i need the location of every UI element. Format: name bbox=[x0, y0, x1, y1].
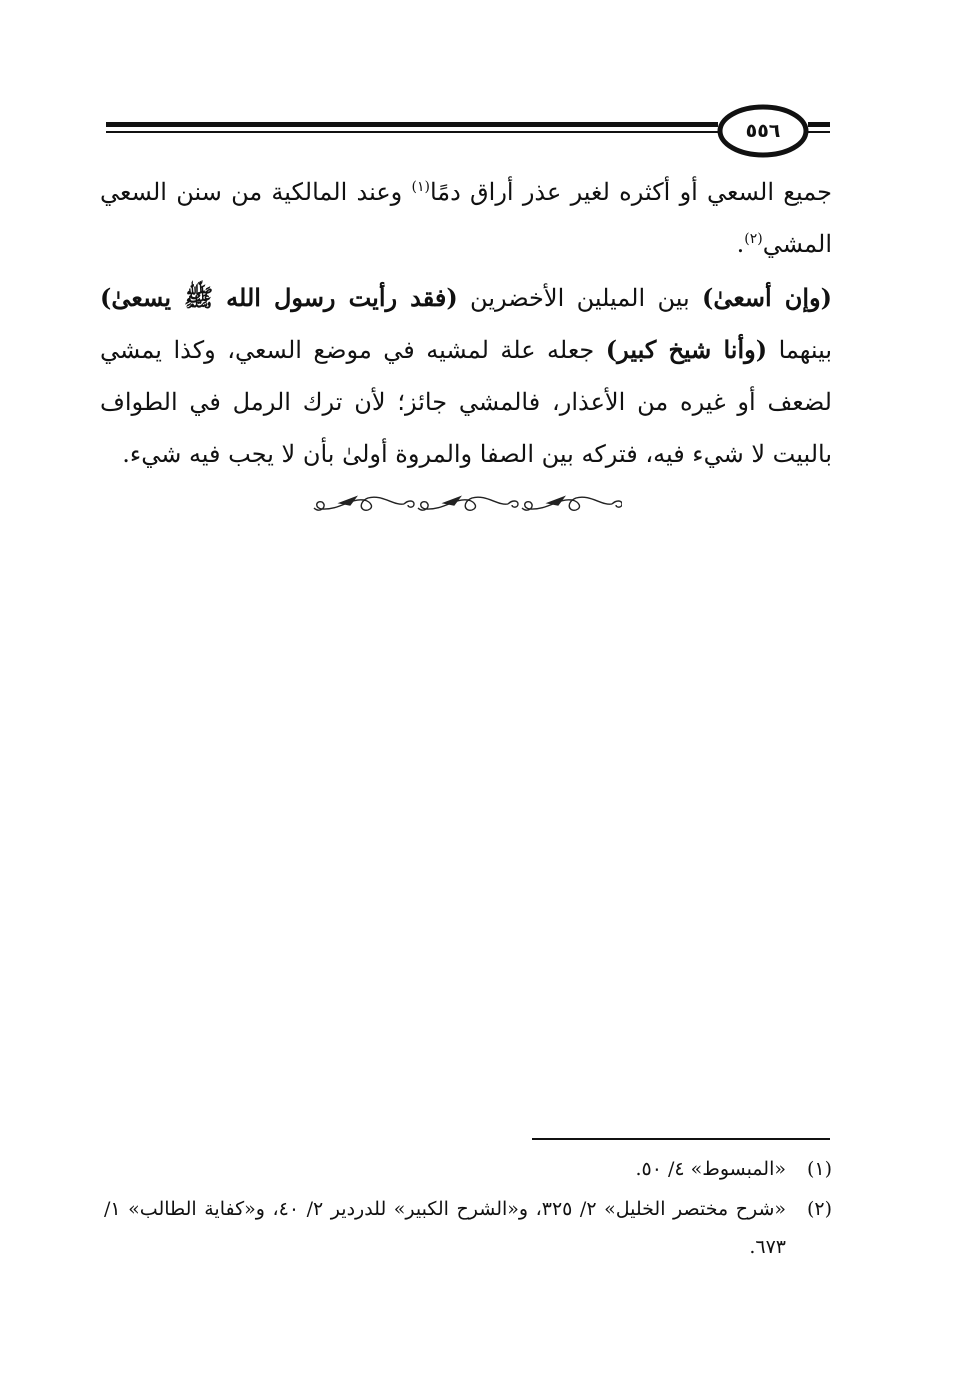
text-run: بينهما bbox=[767, 336, 833, 364]
matn-quote: (فقد رأيت رسول الله ﷺ يسعىٰ) bbox=[100, 283, 458, 312]
text-run: . bbox=[736, 230, 745, 258]
text-run: وعند المالكية من سنن السعي المشي bbox=[100, 178, 832, 258]
page-number-badge bbox=[716, 104, 810, 158]
header-rule-end-thin bbox=[808, 131, 830, 133]
footnote-2 bbox=[104, 1190, 832, 1266]
header-rule-end bbox=[808, 122, 830, 135]
matn-quote: (وأنا شيخ كبير) bbox=[605, 335, 768, 364]
text-run: جعله علة لمشيه في موضع السعي، وكذا يمشي لضعف أو غيره من الأعذار، فالمشي جائز؛ لأن ترك الرمل في الطواف بالبيت لا شيء فيه، فتركه بين الصفا والمروة أولىٰ بأن لا يجب فيه شيء. bbox=[100, 336, 832, 468]
header-rule bbox=[106, 122, 718, 135]
footnotes bbox=[104, 1150, 832, 1268]
main-text bbox=[100, 166, 832, 482]
matn-quote: (وإن أسعىٰ) bbox=[701, 283, 832, 312]
header-rule-end-thick bbox=[808, 122, 830, 127]
text-run: جميع السعي أو أكثره لغير عذر أراق دمًا bbox=[429, 178, 832, 206]
section-divider-ornament-icon bbox=[310, 488, 622, 516]
footnote-text: «شرح مختصر الخليل» ٢/ ٣٢٥، و«الشرح الكبير» للدردير ٢/ ٤٠، و«كفاية الطالب» ١/ ٦٧٣. bbox=[104, 1198, 786, 1258]
footnote-text: «المبسوط» ٤/ ٥٠. bbox=[635, 1158, 786, 1180]
footnote-1 bbox=[104, 1150, 832, 1188]
footnote-ref-2[interactable]: (٢) bbox=[744, 231, 763, 247]
paragraph-1 bbox=[100, 166, 832, 270]
header-rule-thick bbox=[106, 122, 718, 127]
footnote-separator bbox=[532, 1138, 830, 1140]
footnote-ref-1[interactable]: (١) bbox=[411, 179, 430, 195]
footnote-number: (١) bbox=[806, 1158, 832, 1180]
footnote-number: (٢) bbox=[806, 1198, 832, 1220]
text-run: بين الميلين الأخضرين bbox=[457, 284, 702, 312]
paragraph-2 bbox=[100, 272, 832, 480]
header-rule-thin bbox=[106, 131, 718, 133]
page-number: ٥٥٦ bbox=[745, 120, 781, 142]
